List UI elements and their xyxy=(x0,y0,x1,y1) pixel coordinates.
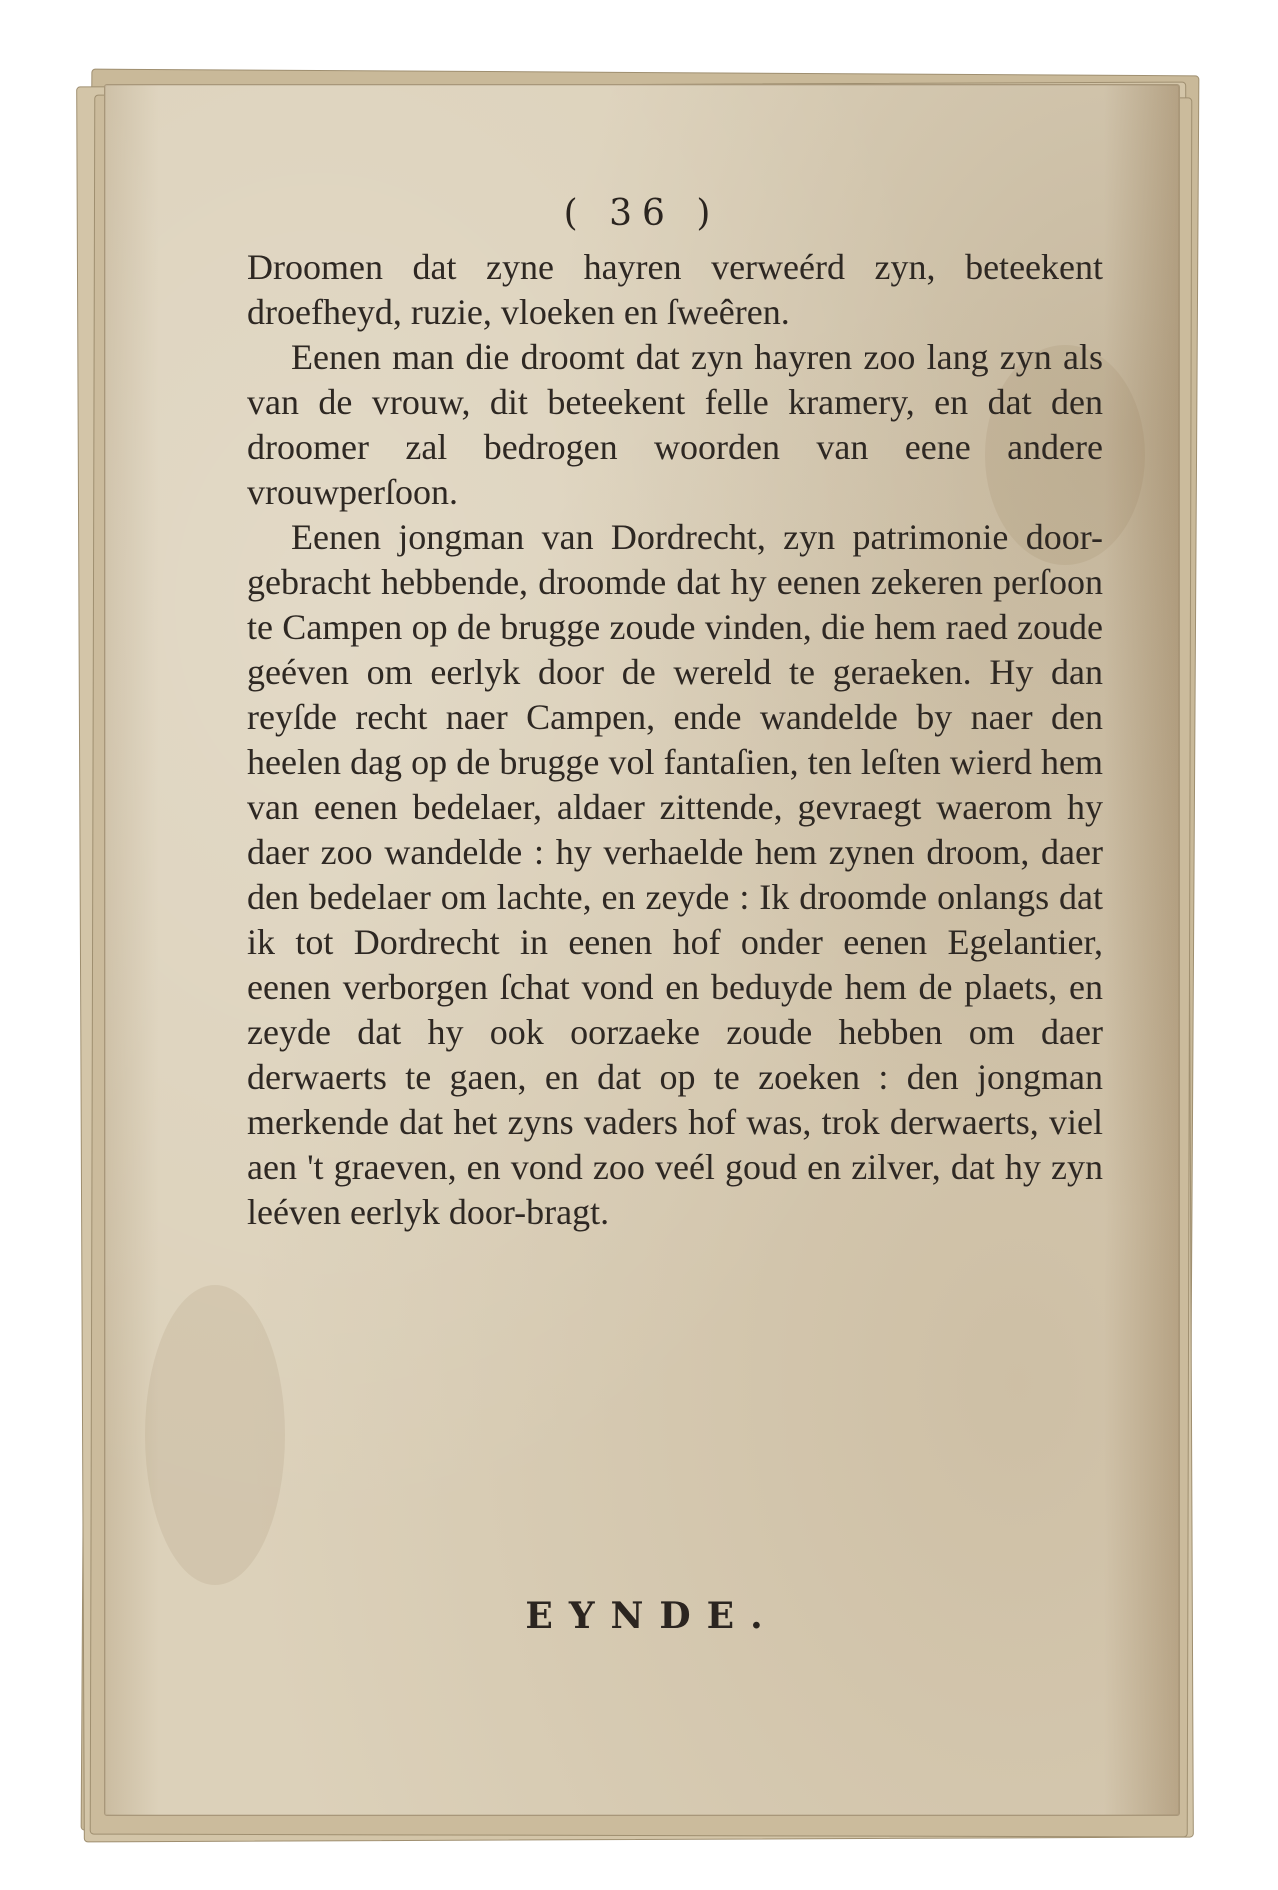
page-number: ( 36 ) xyxy=(563,193,721,234)
ending-title: EYNDE. xyxy=(525,1595,779,1637)
page-body xyxy=(247,245,1103,1235)
paragraph: Eenen jongman van Dordrecht, zyn patrimonie door-gebracht hebbende, droomde dat hy eenen zekeren perſoon te Campen op de brugge zoude vinden, die hem raed zoude geéven om eerlyk door de wereld te geraeken. Hy dan reyſde recht naer Campen, ende wandelde by naer den heelen dag op de brugge vol fantaſien, ten leſten wierd hem van eenen bedelaer, aldaer zittende, gevraegt waerom hy daer zoo wandelde : hy verhaelde hem zynen droom, daer den bedelaer om lachte, en zeyde : Ik droomde onlangs dat ik tot Dordrecht in eenen hof onder eenen Egelantier, eenen verborgen ſchat vond en beduyde hem de plaets, en zeyde dat hy ook oorzaeke zoude hebben om daer derwaerts te gaen, en dat op te zoeken : den jongman merkende dat het zyns vaders hof was, trok derwaerts, viel aen 't graeven, en vond zoo veél goud en zilver, dat hy zyn leéven eerlyk door-bragt. xyxy=(247,517,1103,1232)
book-page xyxy=(104,84,1180,1816)
paragraph: Droomen dat zyne hayren verweérd zyn, beteekent droefheyd, ruzie, vloeken en ſweêren. xyxy=(247,247,1103,332)
paper-stain xyxy=(145,1285,285,1585)
paragraph: Eenen man die droomt dat zyn hayren zoo lang zyn als van de vrouw, dit beteekent felle kramery, en dat den droomer zal bedrogen woorden van eene andere vrouwperſoon. xyxy=(247,337,1103,512)
